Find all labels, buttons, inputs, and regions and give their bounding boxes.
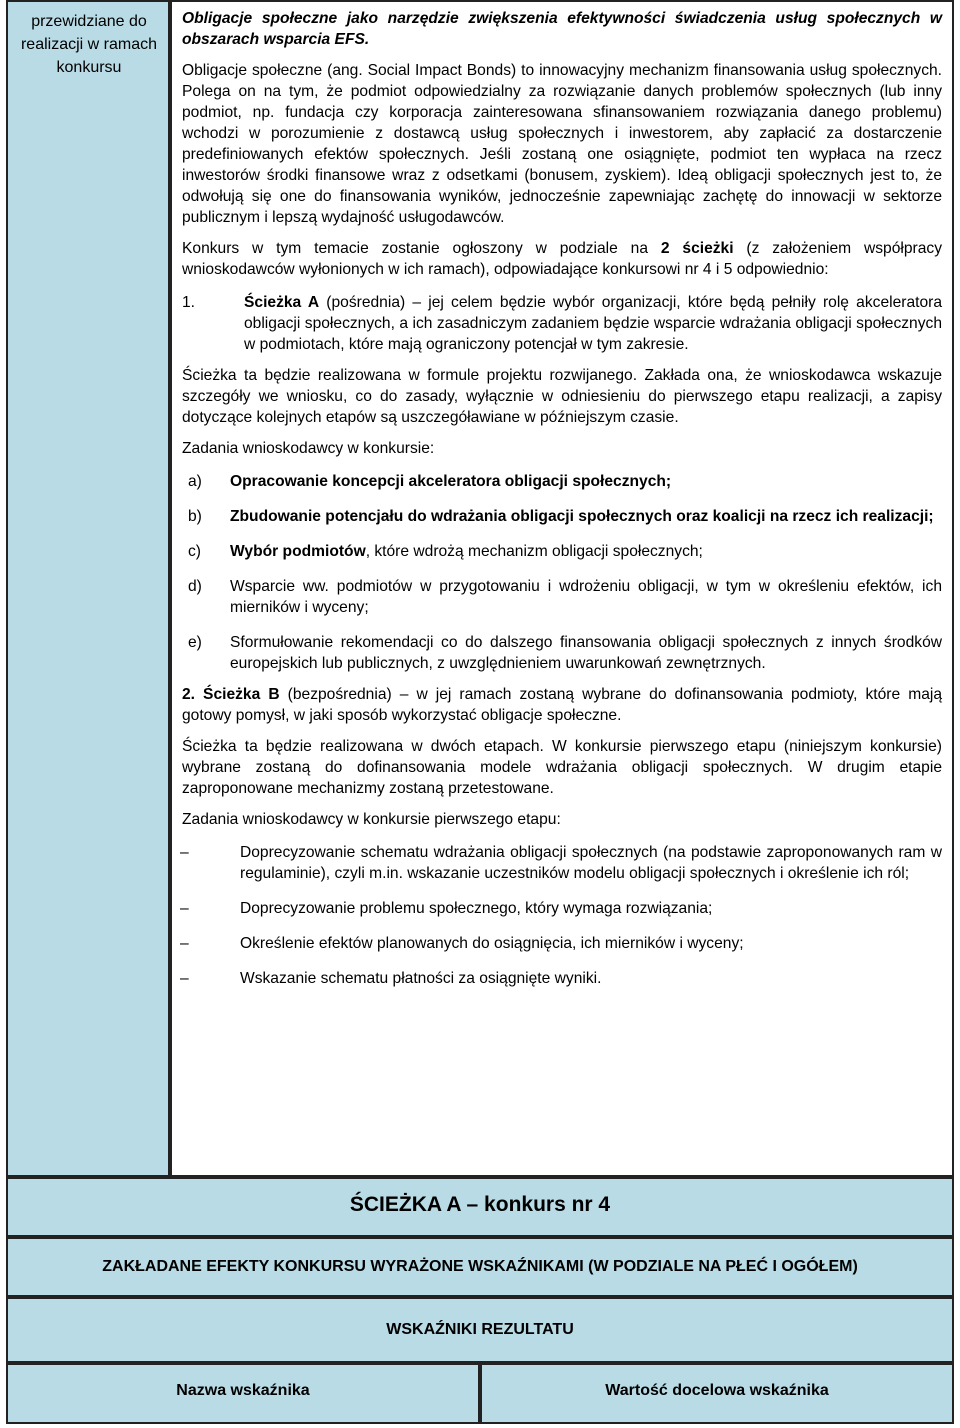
path-a-tasks: [182, 471, 942, 674]
path-a-header: ŚCIEŻKA A – konkurs nr 4: [349, 1193, 611, 1216]
list-item: [182, 471, 942, 492]
row-label: przewidziane do realizacji w ramach konkursu: [20, 13, 158, 76]
dash-marker: –: [180, 900, 189, 917]
results-header-cell: [6, 1297, 954, 1363]
list-item: [182, 842, 942, 884]
path-b-description: Ścieżka ta będzie realizowana w dwóch etapach. W konkursie pierwszego etapu (niniejszym konkursie) wybrane zostaną do dofinansowania modele wdrażania obligacji społecznych. W drugim etapie zaproponowane mechanizmy zostaną przetestowane.: [182, 738, 942, 797]
list-marker: d): [188, 578, 202, 595]
contest-text-end: (z założeniem współpracy wnioskodawców wyłonionych w ich ramach), odpowiadające konkursowi nr 4 i 5 odpowiednio:: [182, 240, 942, 278]
list-item-text: Wsparcie ww. podmiotów w przygotowaniu i wdrożeniu obligacji, w tym w określeniu efektów, ich mierników i wyceny;: [230, 578, 942, 616]
section-title: Obligacje społeczne jako narzędzie zwiększenia efektywności świadczenia usług społecznych w obszarach wsparcia EFS.: [182, 10, 942, 48]
path-b-item: [182, 684, 942, 726]
dash-marker: –: [180, 844, 189, 861]
content-body: [182, 8, 942, 989]
list-marker: b): [188, 508, 202, 525]
list-item-text: Doprecyzowanie schematu wdrażania obligacji społecznych (na podstawie zaproponowanych ram w regulaminie), czyli m.in. wskazanie uczestników modelu obligacji społecznych i określenie ich ról;: [240, 844, 942, 882]
contest-text: Konkurs w tym temacie zostanie ogłoszony w podziale na: [182, 240, 661, 257]
list-item-text: Doprecyzowanie problemu społecznego, który wymaga rozwiązania;: [240, 900, 713, 917]
path-a-text: (pośrednia) – jej celem będzie wybór organizacji, które będą pełniły rolę akceleratora obligacji społecznych, a ich zasadniczym zadaniem będzie wsparcie wdrażania obligacji społecznych w podmiotach, które mają ograniczony potencjał w tym zakresie.: [244, 294, 942, 353]
row-label-cell: [6, 0, 170, 1177]
path-a-tasks-heading: Zadania wnioskodawcy w konkursie:: [182, 440, 435, 457]
path-a-name: Ścieżka A: [244, 294, 320, 311]
contest-bold: 2 ścieżki: [660, 240, 734, 257]
contest-paragraph: [182, 238, 942, 280]
effects-header: ZAKŁADANE EFEKTY KONKURSU WYRAŻONE WSKAŹNIKAMI (W PODZIALE NA PŁEĆ I OGÓŁEM): [102, 1258, 858, 1275]
content-cell: [170, 0, 954, 1177]
document-table: [6, 0, 954, 1424]
path-a-number: 1.: [182, 294, 196, 311]
path-a-header-cell: [6, 1177, 954, 1237]
list-item: [182, 541, 942, 562]
list-item-text: Sformułowanie rekomendacji co do dalszego finansowania obligacji społecznych z innych środków europejskich lub publicznych, z uwzględnieniem uwarunkowań zewnętrznych.: [230, 634, 942, 672]
indicator-value-header-cell: [480, 1363, 954, 1424]
list-item-text: Określenie efektów planowanych do osiągnięcia, ich mierników i wyceny;: [240, 935, 744, 952]
list-marker: e): [188, 634, 202, 651]
list-item-text: , które wdrożą mechanizm obligacji społecznych;: [365, 543, 703, 560]
path-b-text: (bezpośrednia) – w jej ramach zostaną wybrane do dofinansowania podmioty, które mają gotowy pomysł, w jaki sposób wykorzystać obligacje społeczne.: [182, 686, 943, 724]
list-item: [182, 632, 942, 674]
path-b-tasks: [182, 842, 942, 989]
list-item-bold: Wybór podmiotów: [230, 543, 366, 560]
path-a-item: [182, 292, 942, 355]
path-b-tasks-heading: Zadania wnioskodawcy w konkursie pierwszego etapu:: [182, 811, 561, 828]
list-item-text: Wskazanie schematu płatności za osiągnięte wyniki.: [240, 970, 602, 987]
list-item-bold: Zbudowanie potencjału do wdrażania obligacji społecznych oraz koalicji na rzecz ich realizacji;: [230, 508, 934, 525]
path-b-name: 2. Ścieżka B: [182, 686, 280, 703]
results-header: WSKAŹNIKI REZULTATU: [386, 1321, 574, 1338]
list-item-bold: Opracowanie koncepcji akceleratora obligacji społecznych;: [230, 473, 672, 490]
dash-marker: –: [180, 970, 189, 987]
list-item: [182, 576, 942, 618]
list-marker: c): [188, 543, 201, 560]
indicator-name-header-cell: [6, 1363, 480, 1424]
effects-header-cell: [6, 1237, 954, 1297]
dash-marker: –: [180, 935, 189, 952]
list-item: [182, 506, 942, 527]
list-marker: a): [188, 473, 202, 490]
list-item: [182, 933, 942, 954]
list-item: [182, 898, 942, 919]
indicator-value-header: Wartość docelowa wskaźnika: [605, 1382, 829, 1399]
indicator-name-header: Nazwa wskaźnika: [176, 1382, 310, 1399]
list-item: [182, 968, 942, 989]
intro-paragraph: Obligacje społeczne (ang. Social Impact Bonds) to innowacyjny mechanizm finansowania usług społecznych. Polega on na tym, że podmiot odpowiedzialny za rozwiązanie danych problemów społecznych (lub inny podmiot, np. fundacja czy korporacja zainteresowana sfinansowaniem rozwiązania danego problemu) wchodzi w porozumienie z dostawcą usług społecznych i inwestorem, aby zapłacić za dostarczenie predefiniowanych efektów społecznych. Jeśli zostaną one osiągnięte, podmiot ten wypłaca na rzecz inwestorów środki finansowe wraz z odsetkami (bonusem, zyskiem). Ideą obligacji społecznych jest to, że odwołują się one do finansowania wyników, jednocześnie zapewniając zachętę do innowacji w sektorze publicznym i lepszą wydajność usługodawców.: [182, 62, 942, 226]
path-a-description: Ścieżka ta będzie realizowana w formule projektu rozwijanego. Zakłada ona, że wnioskodawca wskazuje szczegóły we wniosku, co do zasady, wyłącznie w odniesieniu do pierwszego etapu realizacji, a zapisy dotyczące kolejnych etapów są uszczegóławiane w późniejszym czasie.: [182, 367, 942, 426]
